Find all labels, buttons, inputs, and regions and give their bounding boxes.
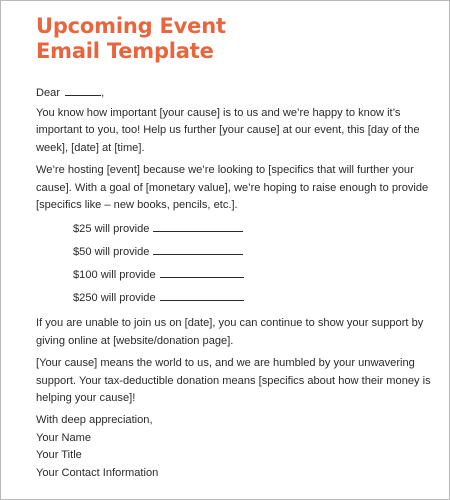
donation-level-item xyxy=(73,265,431,288)
closing-contact: Your Contact Information xyxy=(36,466,159,479)
salutation-text: Dear xyxy=(36,87,61,99)
title-line-1: Upcoming Event xyxy=(36,14,226,38)
paragraph-intro: You know how important [your cause] is to us and we’re happy to know it’s important to you, too! Help us further [your cause] at our event, this [day of the week], [date] at [time]. xyxy=(36,107,420,154)
donation-level-item xyxy=(73,242,431,265)
page-title xyxy=(36,14,226,64)
donation-levels-list xyxy=(36,219,431,311)
paragraph-support: [Your cause] means the world to us, and we are humbled by your unwavering support. Your tax-deductible donation means [specifics about how their money is helping your cause]! xyxy=(36,357,431,404)
donation-level-text: $50 will provide xyxy=(73,246,150,259)
closing-signoff: With deep appreciation, xyxy=(36,414,153,427)
title-line-2: Email Template xyxy=(36,39,214,63)
salutation-comma: , xyxy=(101,87,105,99)
paragraph-online-giving: If you are unable to join us on [date], you can continue to show your support by giving online at [website/donation page]. xyxy=(36,317,424,347)
closing-name: Your Name xyxy=(36,431,92,444)
donation-level-text: $25 will provide xyxy=(73,223,150,236)
paragraph-event: We’re hosting [event] because we’re looking to [specifics that will further your cause]. With a goal of [monetary value], we’re hoping to raise enough to provide [specifics like – new books, pencils, etc.]. xyxy=(36,164,429,211)
donation-level-blank xyxy=(160,265,244,278)
closing-title: Your Title xyxy=(36,449,82,462)
donation-level-text: $250 will provide xyxy=(73,292,156,305)
donation-level-blank xyxy=(153,242,243,255)
donation-level-blank xyxy=(153,219,243,232)
closing-block xyxy=(36,412,431,482)
donation-level-text: $100 will provide xyxy=(73,269,156,282)
donation-level-blank xyxy=(160,288,244,301)
donation-level-item xyxy=(73,288,431,311)
donation-level-item xyxy=(73,219,431,242)
salutation-line xyxy=(36,83,431,102)
recipient-blank xyxy=(65,83,101,96)
email-body xyxy=(36,83,431,482)
